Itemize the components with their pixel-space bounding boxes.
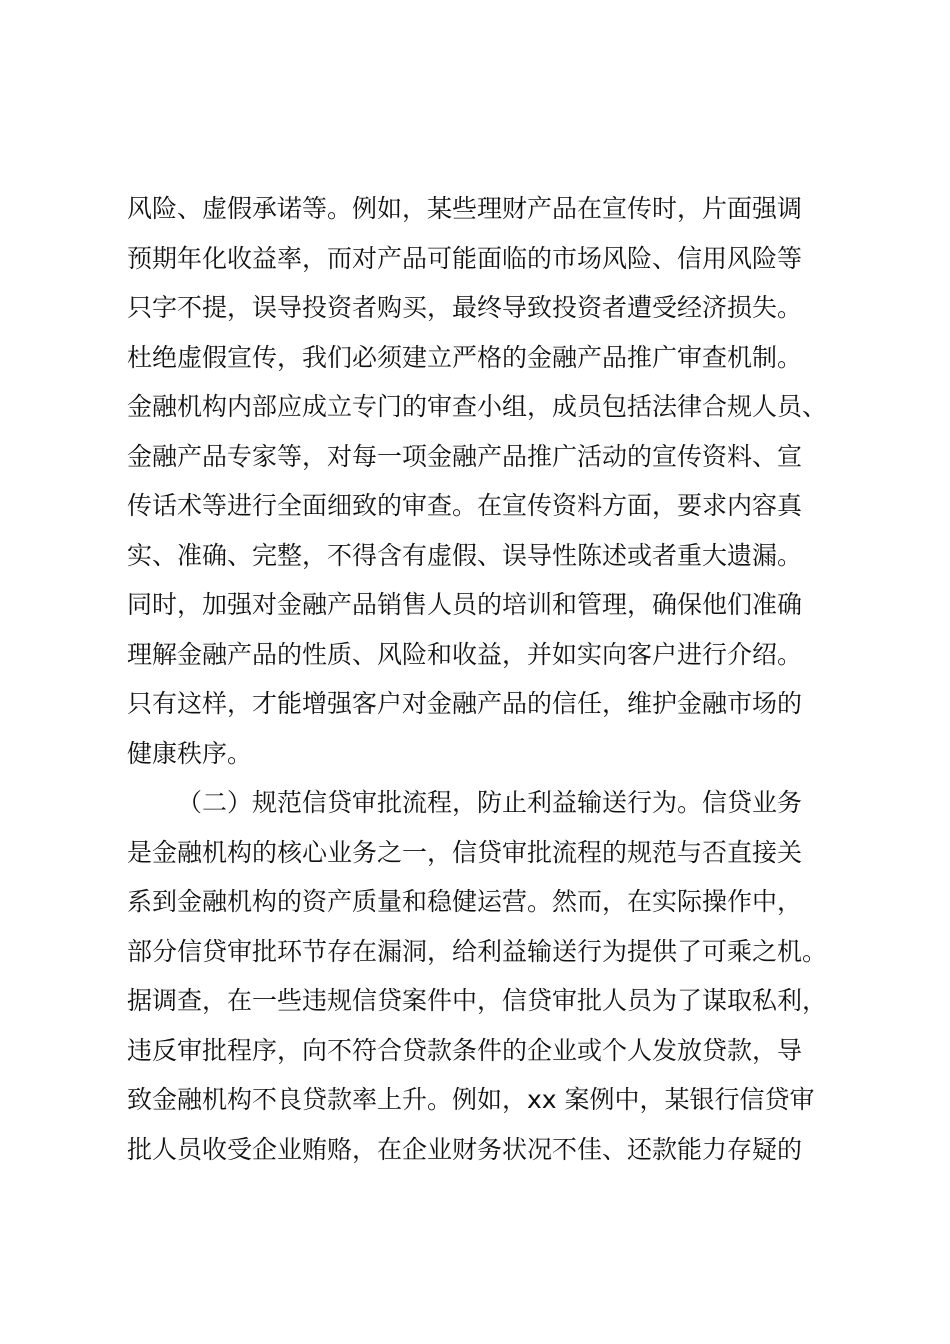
paragraph-2-line-7: 致金融机构不良贷款率上升。例如，xx 案例中，某银行信贷审 [127, 1085, 815, 1114]
paragraph-1-line-8: 实、准确、完整，不得含有虚假、误导性陈述或者重大遗漏。 [127, 540, 803, 570]
paragraph-2-line-3: 系到金融机构的资产质量和稳健运营。然而，在实际操作中， [127, 887, 803, 916]
paragraph-1-line-7: 传话术等进行全面细致的审查。在宣传资料方面，要求内容真 [127, 491, 803, 520]
paragraph-1-line-4: 杜绝虚假宣传，我们必须建立严格的金融产品推广审查机制。 [127, 342, 803, 372]
paragraph-1-line-6: 金融产品专家等，对每一项金融产品推广活动的宣传资料、宣 [127, 441, 803, 471]
paragraph-2-line-8: 批人员收受企业贿赂，在企业财务状况不佳、还款能力存疑的 [127, 1134, 803, 1164]
paragraph-1-line-3: 只字不提，误导投资者购买，最终导致投资者遭受经济损失。 [127, 293, 803, 322]
paragraph-2-line-6: 违反审批程序，向不符合贷款条件的企业或个人发放贷款，导 [127, 1035, 803, 1065]
paragraph-1-line-5: 金融机构内部应成立专门的审查小组，成员包括法律合规人员、 [127, 392, 828, 421]
paragraph-1-line-12: 健康秩序。 [127, 738, 253, 768]
paragraph-2-line-5: 据调查，在一些违规信贷案件中，信贷审批人员为了谋取私利， [127, 986, 828, 1015]
paragraph-1-line-2: 预期年化收益率，而对产品可能面临的市场风险、信用风险等 [127, 243, 803, 273]
paragraph-1-line-11: 只有这样，才能增强客户对金融产品的信任，维护金融市场的 [127, 689, 803, 718]
paragraph-1-line-1: 风险、虚假承诺等。例如，某些理财产品在宣传时，片面强调 [127, 194, 803, 223]
paragraph-1-line-9: 同时，加强对金融产品销售人员的培训和管理，确保他们准确 [127, 590, 803, 619]
body-text [127, 184, 847, 1174]
paragraph-2-line-4: 部分信贷审批环节存在漏洞，给利益输送行为提供了可乘之机。 [127, 936, 828, 966]
paragraph-2-line-2: 是金融机构的核心业务之一，信贷审批流程的规范与否直接关 [127, 837, 803, 867]
paragraph-1-line-10: 理解金融产品的性质、风险和收益，并如实向客户进行介绍。 [127, 639, 803, 669]
paragraph-2-line-1: （二）规范信贷审批流程，防止利益输送行为。信贷业务 [177, 788, 803, 817]
